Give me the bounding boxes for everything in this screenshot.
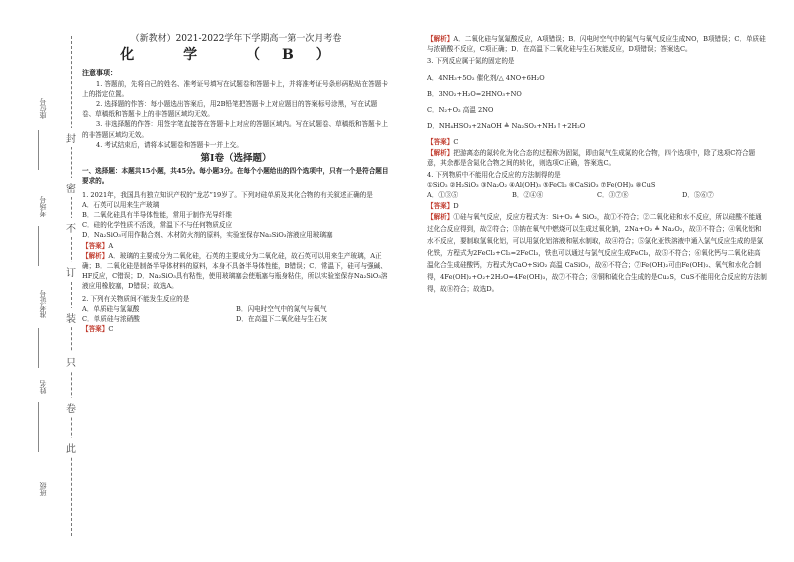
room-number-line (38, 226, 39, 266)
note-item: 4. 考试结束后，请将本试题卷和答题卡一并上交。 (96, 140, 243, 149)
binding-char: 密 (62, 178, 80, 197)
name-label: 姓名 (39, 380, 47, 394)
question-3-explanation: 把游离态的氮转化为化合态的过程称为固氮，即由氮气生成氮的化合物，四个选项中，除了选项C符合题意，其余都是含氮化合物之间的转化，则选项C正确，答案选C。 (427, 148, 756, 167)
answer-tag: 【答案】 (427, 201, 454, 210)
question-3-option: C．N₂+O₂ 高温 2NO (427, 106, 494, 115)
room-number-label: 考场号 (39, 196, 47, 217)
question-1-option: A．石英可以用来生产玻璃 (82, 200, 160, 209)
question-1-option: C．硅的化学性质不活泼，常温下不与任何物质反应 (82, 221, 233, 230)
note-item: 1. 答题前，先将自己的姓名、准考证号填写在试题卷和答题卡上，并将准考证号条形码粘贴在答题卡上的指定位置。 (82, 79, 388, 98)
seat-number-label: 座位号 (39, 98, 47, 119)
question-2-answer: C (108, 325, 114, 334)
name-line (38, 402, 39, 452)
note-item: 2. 选择题的作答：每小题选出答案后，用2B铅笔把答题卡上对应题目的答案标号涂黑，写在试题卷、草稿纸和答题卡上的非答题区域均无效。 (82, 100, 378, 119)
question-3-option: A．4NH₃+5O₂ 催化剂/△ 4NO+6H₂O (427, 73, 545, 82)
question-3-answer: C (453, 138, 459, 147)
question-1-option: D．Na₂SiO₃可用作黏合剂、木材防火剂的原料，实验室保存Na₂SiO₃溶液应用玻璃塞 (82, 231, 333, 240)
admission-number-line (38, 328, 39, 368)
answer-tag: 【答案】 (82, 325, 109, 334)
section-title: 第Ⅰ卷（选择题） (200, 153, 272, 165)
binding-char: 订 (62, 262, 80, 281)
notes-title: 注意事项： (82, 68, 117, 78)
left-column (82, 34, 390, 334)
binding-char: 不 (62, 218, 80, 237)
explain-tag: 【解析】 (427, 148, 454, 157)
question-2-explanation: A．二氧化硅与氢氟酸反应，A项错误；B．闪电时空气中的氮气与氧气反应生成NO，B项错误；C．单质硅与浓硝酸不反应，C项正确；D．在高温下二氧化硅与生石灰能反应，D项错误；答案选C。 (427, 35, 766, 54)
question-2-option: D．在高温下二氧化硅与生石灰 (236, 315, 328, 324)
exam-title: （新教材）2021-2022学年下学期高一第一次月考卷 (130, 34, 342, 44)
binding-char: 卷 (62, 398, 80, 417)
binding-dashed-line (71, 36, 72, 536)
question-3-option: D．NH₄HSO₃+2NaOH ≜ Na₂SO₃+NH₃↑+2H₂O (427, 122, 586, 131)
question-2-option: B．闪电时空气中的氮气与氧气 (236, 304, 327, 313)
question-4-items: ①SiO₂ ②H₂SiO₃ ③Na₂O₂ ④Al(OH)₃ ⑤FeCl₂ ⑥CaSiO₃ ⑦Fe(OH)₃ ⑧CuS (427, 181, 656, 190)
class-label: 班级 (39, 482, 47, 496)
question-4-option: D．⑤⑥⑦ (682, 191, 714, 200)
answer-tag: 【答案】 (82, 241, 109, 250)
question-2-stem: 2. 下列有关物质间不能发生反应的是 (82, 294, 190, 303)
answer-tag: 【答案】 (427, 138, 454, 147)
question-4-option: A．①③⑤ (427, 191, 459, 200)
binding-char: 封 (62, 128, 80, 147)
question-1-stem: 1. 2021年，我国具有独立知识产权的“龙芯”19岁了。下列对硅单质及其化合物的有关叙述正确的是 (82, 190, 373, 199)
explain-tag: 【解析】 (82, 251, 109, 260)
question-3-stem: 3. 下列反应属于氮的固定的是 (427, 57, 515, 66)
question-4-answer: D (453, 201, 459, 210)
question-4-explanation: ①硅与氧气反应，反应方程式为：Si+O₂ ≜ SiO₂，故①不符合；②二氧化硅和水不反应，所以硅酸不能通过化合反应得到，故②符合；③钠在氧气中燃烧可以生成过氧化钠，2Na+O₂ ≜ Na₂O₂，故③不符合；④氧化铝和水不反应，要制取氢氧化铝，可以用氯化铝溶液和氨水制取，故④符合；⑤氯化亚铁溶液中通入氯气反应生成的是氯化铁，方程式为2FeCl₂+Cl₂=2FeCl₃，铁也可以通过与氯气反应生成FeCl₃，故⑤不符合；⑥氧化钙与二氧化硅高温化合生成硅酸钙，方程式为CaO+SiO₂ 高温 CaSiO₃，故⑥不符合；⑦Fe(OH)₂可由Fe(OH)₂、氧气和水化合制得，4Fe(OH)₂+O₂+2H₂O=4Fe(OH)₃，故⑦不符合；⑧铜和硫化合生成的是Cu₂S，CuS不能用化合反应的方法制得，故⑧符合；故选D。 (427, 212, 767, 293)
note-item: 3. 非选择题的作答：用签字笔直接答在答题卡上对应的答题区域内。写在试题卷、草稿纸和答题卡上的非答题区域均无效。 (82, 120, 388, 139)
admission-number-label: 准考证号 (39, 290, 47, 318)
subject-title: 化 学 （B） (120, 47, 352, 64)
binding-char: 只 (62, 352, 80, 371)
question-1-answer: A (108, 241, 114, 250)
question-1-option: B．二氧化硅具有半导体性能，常用于制作光导纤维 (82, 211, 232, 220)
question-2-option: A．单质硅与氢氟酸 (82, 304, 140, 313)
binding-char: 装 (62, 308, 80, 327)
question-4-stem: 4. 下列物质中不能用化合反应的方法制得的是 (427, 171, 561, 180)
question-4-option: B．②④⑧ (512, 191, 544, 200)
binding-char: 此 (62, 438, 80, 457)
explain-tag: 【解析】 (427, 212, 454, 221)
question-1-explanation: A．玻璃的主要成分为二氧化硅，石英的主要成分为二氧化硅，故石英可以用来生产玻璃，A正确；B．二氧化硅是制备半导体材料的原料，本身不具备半导体性能，B错误；C．常温下，硅可与强碱、HF反应，C错误；D．Na₂SiO₃具有粘性，使用玻璃塞会使瓶塞与瓶身粘住，所以实验室保存Na₂SiO₃溶液应用橡胶塞，D错误；故选A。 (82, 251, 388, 291)
binding-margin (0, 0, 92, 562)
section-intro: 一、选择题：本题共15小题，共45分。每小题3分。在每个小题给出的四个选项中，只有一个是符合题目要求的。 (82, 167, 389, 186)
seat-number-line (38, 130, 39, 170)
question-2-option: C．单质硅与浓硝酸 (82, 315, 140, 324)
question-3-option: B．3NO₂+H₂O=2HNO₃+NO (427, 89, 522, 98)
explain-tag: 【解析】 (427, 35, 454, 43)
right-column (427, 34, 767, 295)
question-4-option: C．③⑦⑧ (597, 191, 629, 200)
